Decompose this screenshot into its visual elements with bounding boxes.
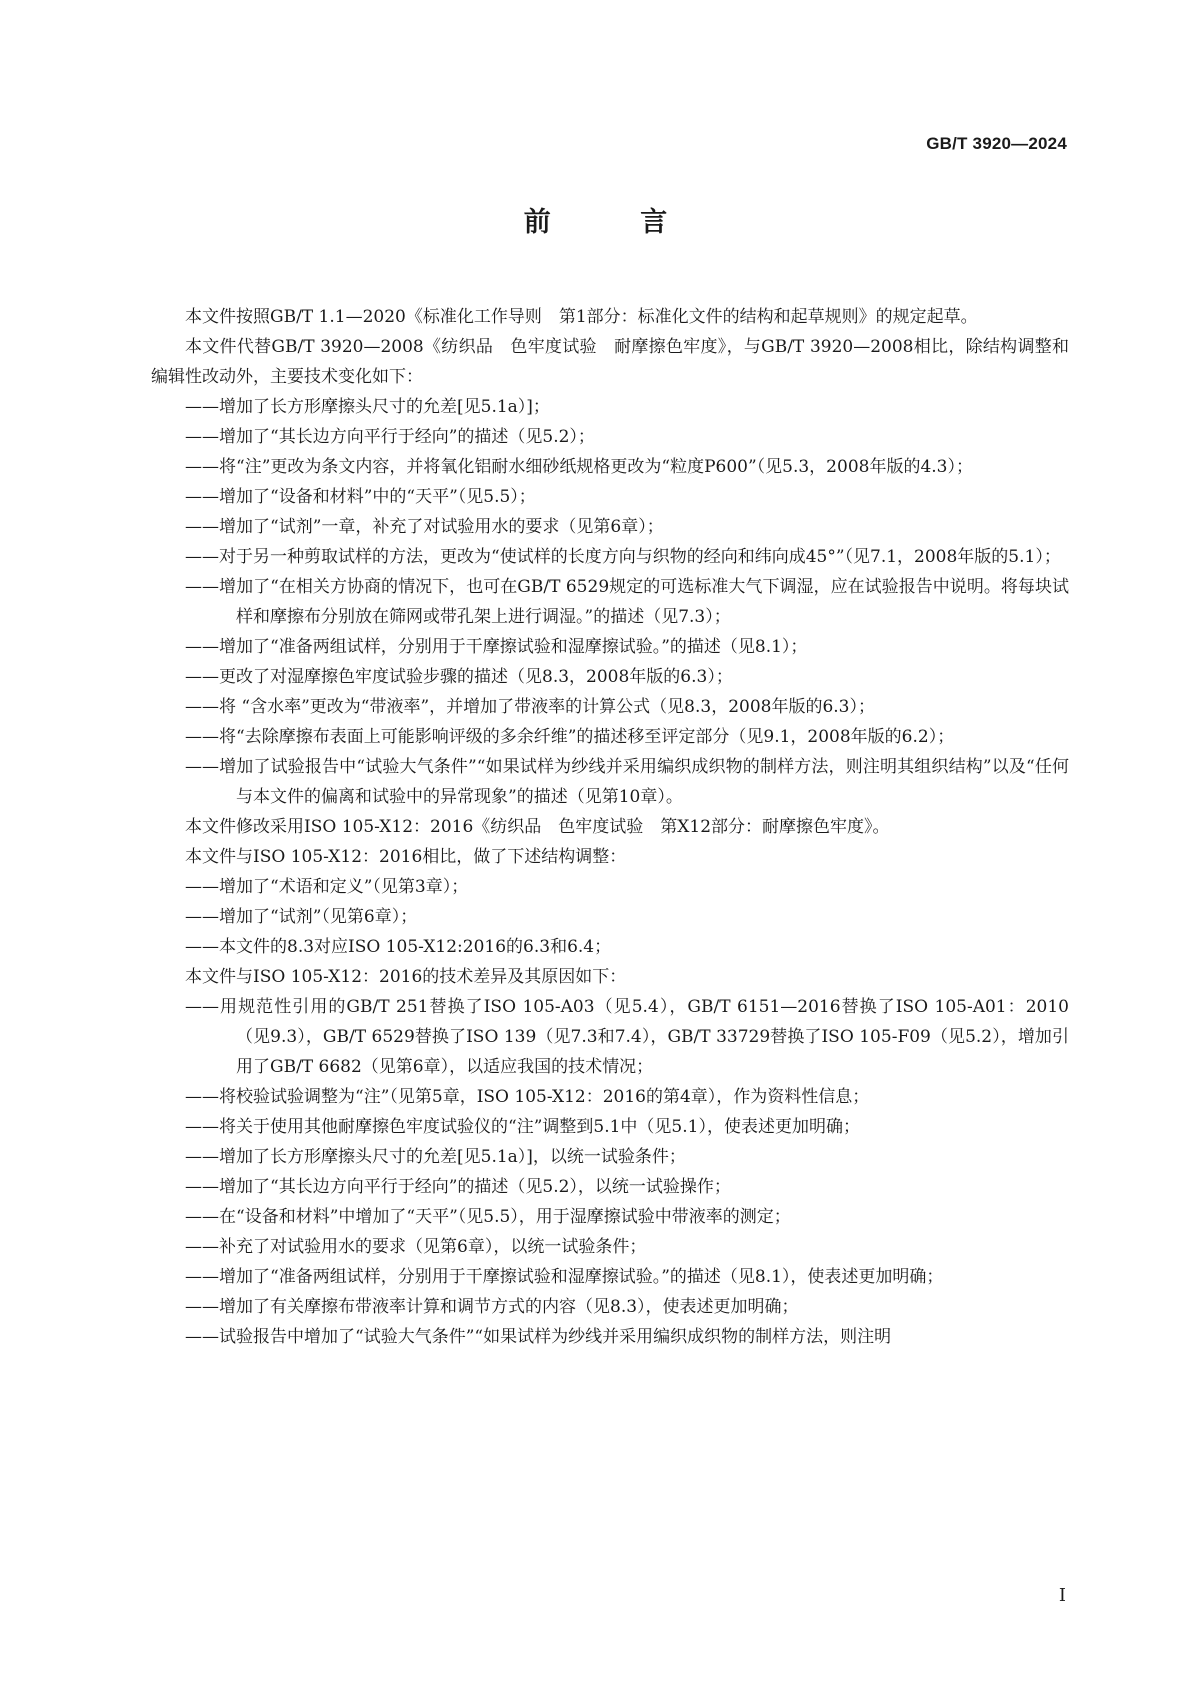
list-item: ——增加了试验报告中“试验大气条件”“如果试样为纱线并采用编织成织物的制样方法，则注明其组织结构”以及“任何与本文件的偏离和试验中的异常现象”的描述（见第10章）。 [185, 757, 1069, 807]
page-title: 前 言 [523, 207, 708, 238]
list-item: ——将“注”更改为条文内容，并将氧化铝耐水细砂纸规格更改为“粒度P600”（见5.3，2008年版的4.3）； [185, 457, 973, 477]
list-item: ——补充了对试验用水的要求（见第6章），以统一试验条件； [185, 1237, 647, 1257]
list-item: ——在“设备和材料”中增加了“天平”（见5.5），用于湿摩擦试验中带液率的测定； [185, 1207, 791, 1227]
list-item: ——增加了“试剂”一章，补充了对试验用水的要求（见第6章）； [185, 517, 664, 537]
list-item: ——对于另一种剪取试样的方法，更改为“使试样的长度方向与织物的经向和纬向成45°”（见7.1，2008年版的5.1）； [185, 547, 1061, 567]
list-item: ——增加了长方形摩擦头尺寸的允差[见5.1a）]； [185, 397, 550, 417]
list-item: ——试验报告中增加了“试验大气条件”“如果试样为纱线并采用编织成织物的制样方法，则注明 [185, 1327, 892, 1347]
list-item: ——增加了“在相关方协商的情况下，也可在GB/T 6529规定的可选标准大气下调湿，应在试验报告中说明。将每块试样和摩擦布分别放在筛网或带孔架上进行调湿。”的描述（见7.3）； [185, 577, 1069, 627]
list-item: ——更改了对湿摩擦色牢度试验步骤的描述（见8.3，2008年版的6.3）； [185, 667, 733, 687]
list-item: ——将 “含水率”更改为“带液率”，并增加了带液率的计算公式（见8.3，2008年版的6.3）； [185, 697, 876, 717]
list-item: ——增加了“试剂”（见第6章）； [185, 907, 418, 927]
list-item: ——将关于使用其他耐摩擦色牢度试验仪的“注”调整到5.1中（见5.1），使表述更加明确； [185, 1117, 860, 1137]
paragraph: 本文件按照GB/T 1.1—2020《标准化工作导则 第1部分：标准化文件的结构和起草规则》的规定起草。 [185, 307, 978, 327]
preface-body [151, 302, 1069, 1352]
list-item: ——增加了“准备两组试样，分别用于干摩擦试验和湿摩擦试验。”的描述（见8.1）； [185, 637, 808, 657]
list-item: ——增加了长方形摩擦头尺寸的允差[见5.1a）]，以统一试验条件； [185, 1147, 686, 1167]
list-item: ——用规范性引用的GB/T 251替换了ISO 105-A03（见5.4），GB/T 6151—2016替换了ISO 105-A01：2010（见9.3），GB/T 6529替换了ISO 139（见7.3和7.4），GB/T 33729替换了ISO 105-F09（见5.2），增加引用了GB/T 6682（见第6章），以适应我国的技术情况； [185, 997, 1069, 1077]
paragraph: 本文件与ISO 105-X12：2016相比，做了下述结构调整： [185, 847, 627, 867]
standard-number: GB/T 3920—2024 [926, 134, 1067, 153]
list-item: ——增加了“其长边方向平行于经向”的描述（见5.2）； [185, 427, 595, 447]
list-item: ——增加了有关摩擦布带液率计算和调节方式的内容（见8.3），使表述更加明确； [185, 1297, 799, 1317]
list-item: ——增加了“设备和材料”中的“天平”（见5.5）； [185, 487, 536, 507]
list-item: ——将校验试验调整为“注”（见第5章，ISO 105-X12：2016的第4章），作为资料性信息； [185, 1087, 870, 1107]
list-item: ——增加了“准备两组试样，分别用于干摩擦试验和湿摩擦试验。”的描述（见8.1），使表述更加明确； [185, 1267, 944, 1287]
paragraph: 本文件代替GB/T 3920—2008《纺织品 色牢度试验 耐摩擦色牢度》，与GB/T 3920—2008相比，除结构调整和编辑性改动外，主要技术变化如下： [151, 337, 1069, 387]
list-item: ——将“去除摩擦布表面上可能影响评级的多余纤维”的描述移至评定部分（见9.1，2008年版的6.2）； [185, 727, 955, 747]
paragraph: 本文件修改采用ISO 105-X12：2016《纺织品 色牢度试验 第X12部分：耐摩擦色牢度》。 [185, 817, 890, 837]
paragraph: 本文件与ISO 105-X12：2016的技术差异及其原因如下： [185, 967, 627, 987]
list-item: ——增加了“其长边方向平行于经向”的描述（见5.2），以统一试验操作； [185, 1177, 731, 1197]
page-number: I [1058, 1585, 1066, 1606]
list-item: ——增加了“术语和定义”（见第3章）； [185, 877, 469, 897]
list-item: ——本文件的8.3对应ISO 105-X12:2016的6.3和6.4； [185, 937, 612, 957]
